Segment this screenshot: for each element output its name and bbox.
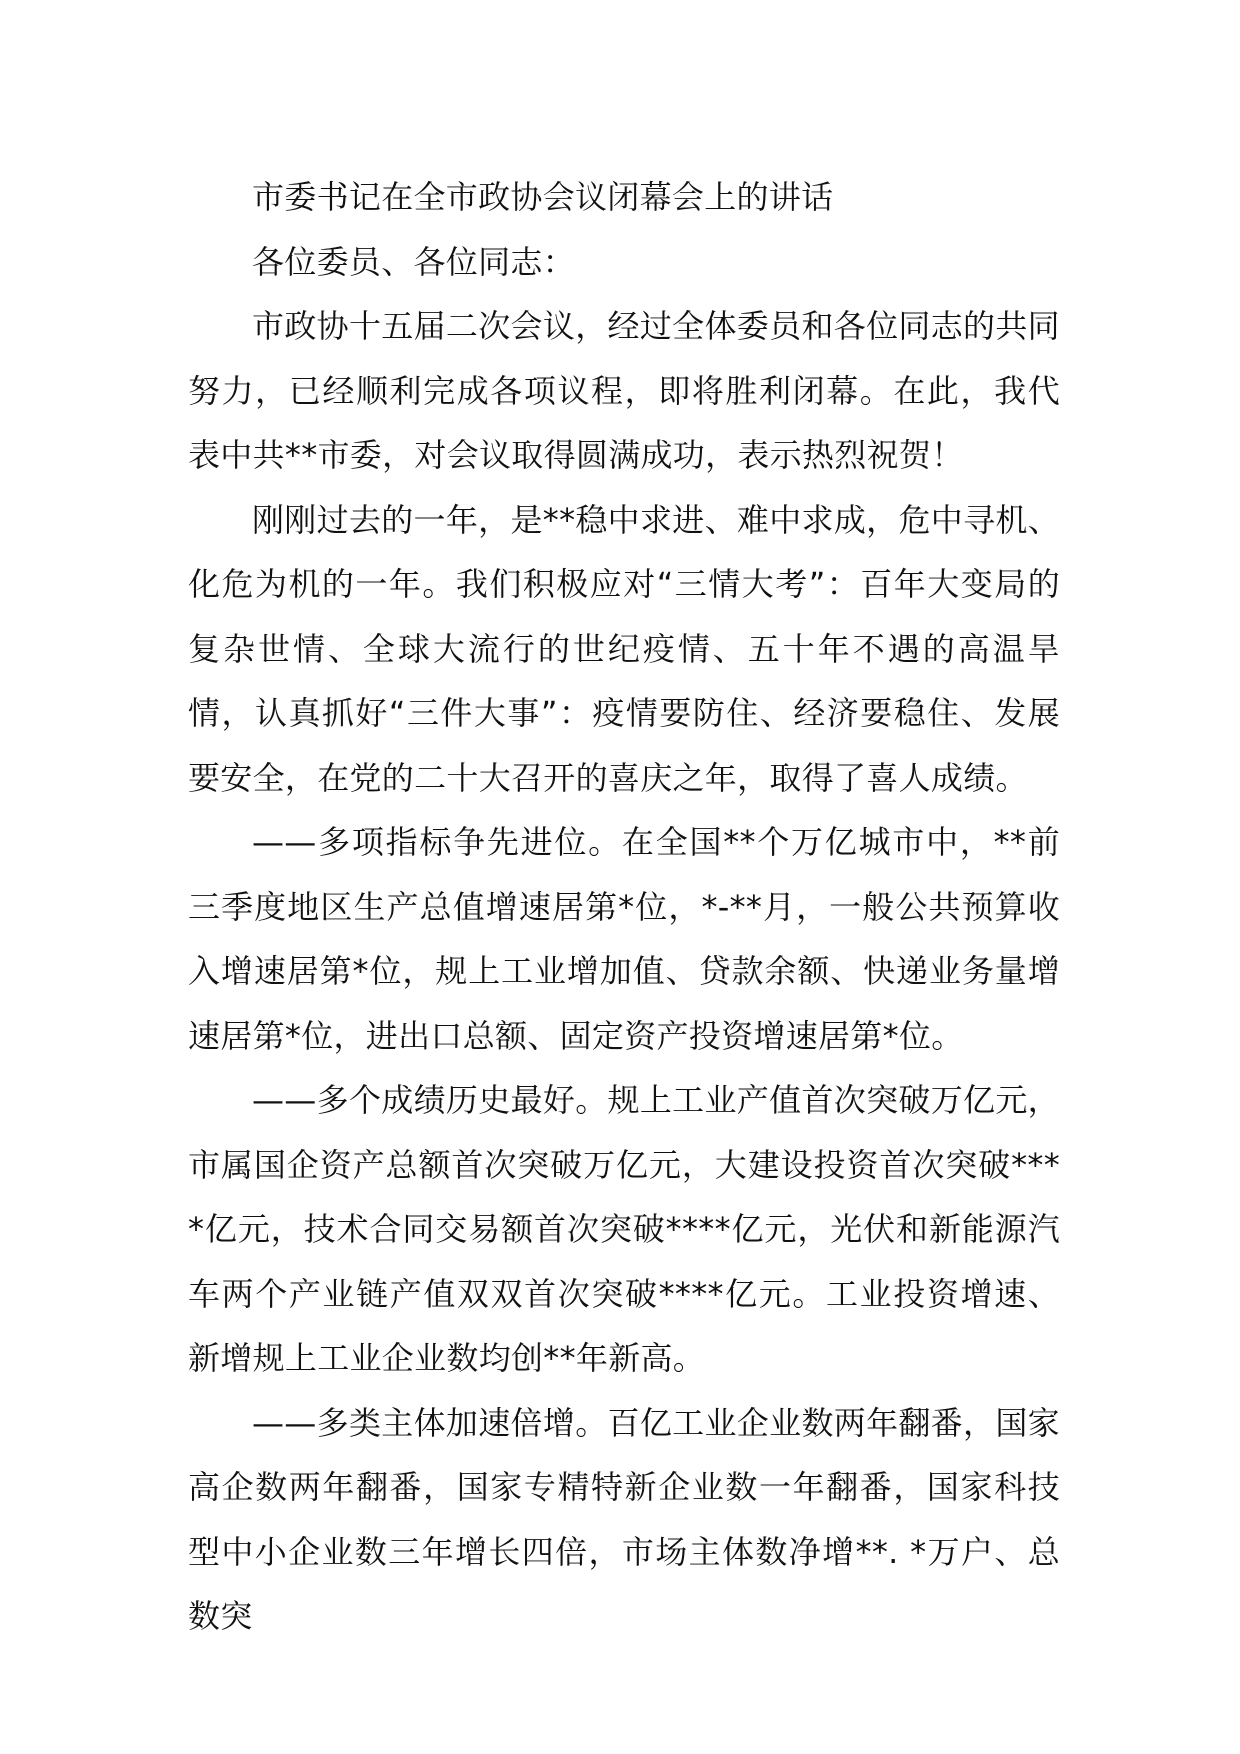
salutation: 各位委员、各位同志： xyxy=(252,242,576,281)
paragraph-past-year: 刚刚过去的一年，是**稳中求进、难中求成，危中寻机、化危为机的一年。我们积极应对“三情大考”：百年大变局的复杂世情、全球大流行的世纪疫情、五十年不遇的高温旱情，认真抓好“三件大事”：疫情要防住、经济要稳住、发展要安全，在党的二十大召开的喜庆之年，取得了喜人成绩。 xyxy=(188,500,1060,797)
document-title: 市委书记在全市政协会议闭幕会上的讲话 xyxy=(252,178,834,216)
document-page xyxy=(188,165,1060,1649)
paragraph-indicators: ——多项指标争先进位。在全国**个万亿城市中，**前三季度地区生产总值增速居第*位，*-**月，一般公共预算收入增速居第*位，规上工业增加值、贷款余额、快递业务量增速居第*位，进出口总额、固定资产投资增速居第*位。 xyxy=(188,823,1060,1055)
paragraph-opening: 市政协十五届二次会议，经过全体委员和各位同志的共同努力，已经顺利完成各项议程，即将胜利闭幕。在此，我代表中共**市委，对会议取得圆满成功，表示热烈祝贺！ xyxy=(188,307,1060,474)
paragraph-records: ——多个成绩历史最好。规上工业产值首次突破万亿元，市属国企资产总额首次突破万亿元，大建设投资首次突破****亿元，技术合同交易额首次突破****亿元，光伏和新能源汽车两个产业链产值双双首次突破****亿元。工业投资增速、新增规上工业企业数均创**年新高。 xyxy=(188,1081,1060,1377)
paragraph-entities: ——多类主体加速倍增。百亿工业企业数两年翻番，国家高企数两年翻番，国家专精特新企业数一年翻番，国家科技型中小企业数三年增长四倍，市场主体数净增**. *万户、总数突 xyxy=(188,1403,1060,1635)
